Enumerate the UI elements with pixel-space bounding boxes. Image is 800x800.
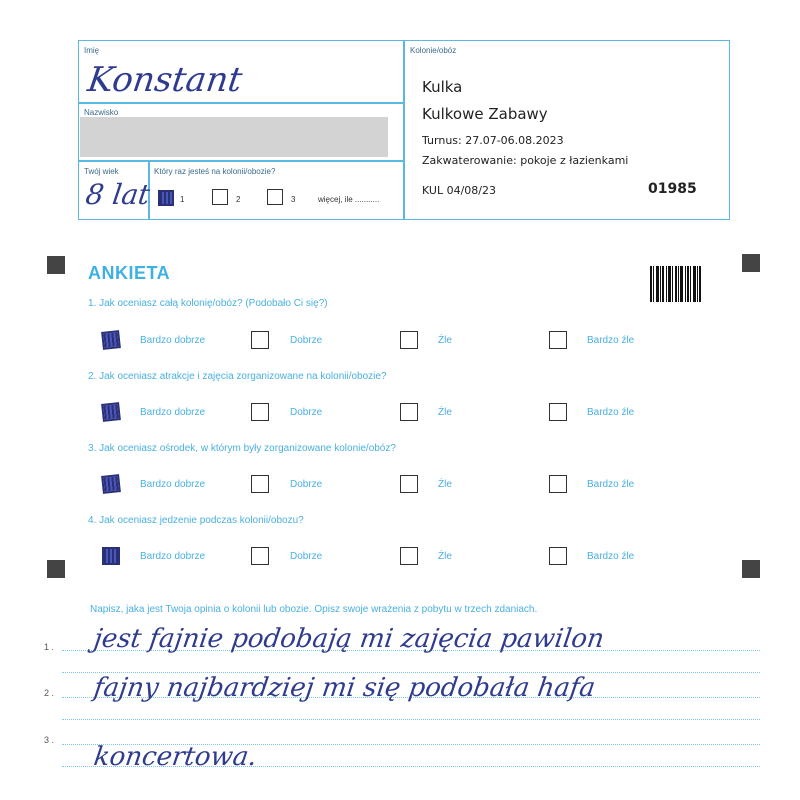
q2-option-bardzo-zle: Bardzo źle (587, 407, 635, 418)
q1-checkbox-dobrze[interactable] (251, 331, 269, 349)
q3-checkbox-bardzo-dobrze[interactable] (101, 474, 121, 494)
visit-option-1: 1 (180, 195, 185, 204)
q4-checkbox-dobrze[interactable] (251, 547, 269, 565)
q1-option-zle: Źle (438, 335, 452, 346)
survey-title: ANKIETA (88, 263, 171, 283)
q4-option-bardzo-zle: Bardzo źle (587, 551, 635, 562)
surname-label: Nazwisko (84, 108, 119, 117)
question-1: 1. Jak oceniasz całą kolonię/obóz? (Podobało Ci się?) (88, 298, 328, 309)
form-number: 01985 (648, 181, 697, 197)
q1-checkbox-zle[interactable] (400, 331, 418, 349)
registration-marker-top-right (742, 254, 760, 272)
q2-checkbox-zle[interactable] (400, 403, 418, 421)
q3-option-dobrze: Dobrze (290, 479, 323, 490)
question-3: 3. Jak oceniasz ośrodek, w którym były zorganizowane kolonie/obóz? (88, 443, 396, 454)
q1-option-bardzo-dobrze: Bardzo dobrze (140, 335, 206, 346)
surname-redacted (80, 117, 388, 157)
q4-checkbox-bardzo-dobrze[interactable] (102, 547, 120, 565)
q4-option-zle: Źle (438, 551, 452, 562)
header-divider (403, 40, 405, 220)
q2-option-bardzo-dobrze: Bardzo dobrze (140, 407, 206, 418)
q1-option-bardzo-zle: Bardzo źle (587, 335, 635, 346)
line-number-1: 1 . (44, 642, 55, 652)
visit-option-more: więcej, ile ........... (318, 195, 380, 204)
visit-label: Który raz jesteś na kolonii/obozie? (154, 167, 276, 176)
q4-checkbox-zle[interactable] (400, 547, 418, 565)
q3-checkbox-dobrze[interactable] (251, 475, 269, 493)
q3-option-bardzo-zle: Bardzo źle (587, 479, 635, 490)
visit-checkbox-2[interactable] (212, 189, 228, 205)
camp-code: KUL 04/08/23 (422, 184, 496, 197)
registration-marker-bottom-left (47, 560, 65, 578)
camp-turnus: Turnus: 27.07-06.08.2023 (422, 134, 564, 147)
q4-checkbox-bardzo-zle[interactable] (549, 547, 567, 565)
camp-program: Kulkowe Zabawy (422, 105, 548, 123)
q2-checkbox-bardzo-zle[interactable] (549, 403, 567, 421)
q3-option-bardzo-dobrze: Bardzo dobrze (140, 479, 206, 490)
q2-option-dobrze: Dobrze (290, 407, 323, 418)
q2-option-zle: Źle (438, 407, 452, 418)
q1-checkbox-bardzo-dobrze[interactable] (101, 330, 121, 350)
q3-checkbox-bardzo-zle[interactable] (549, 475, 567, 493)
registration-marker-top-left (47, 256, 65, 274)
header-row-line-2 (78, 160, 403, 162)
age-label: Twój wiek (84, 167, 119, 176)
question-4: 4. Jak oceniasz jedzenie podczas kolonii/obozu? (88, 515, 304, 526)
q1-option-dobrze: Dobrze (290, 335, 323, 346)
opinion-prompt: Napisz, jaka jest Twoja opinia o kolonii lub obozie. Opisz swoje wrażenia z pobytu w trzech zdaniach. (90, 604, 538, 615)
visit-checkbox-1[interactable] (158, 190, 174, 206)
q4-option-bardzo-dobrze: Bardzo dobrze (140, 551, 206, 562)
name-label: Imię (84, 46, 100, 55)
visit-checkbox-3[interactable] (267, 189, 283, 205)
line-number-2: 2 . (44, 688, 55, 698)
opinion-line-1[interactable]: jest fajnie podobają mi zajęcia pawilon (91, 624, 607, 654)
header-row-line-1 (78, 102, 403, 104)
opinion-line-3[interactable]: koncertowa. (91, 742, 259, 772)
visit-option-3: 3 (291, 195, 296, 204)
q4-option-dobrze: Dobrze (290, 551, 323, 562)
q1-checkbox-bardzo-zle[interactable] (549, 331, 567, 349)
question-2: 2. Jak oceniasz atrakcje i zajęcia zorganizowane na kolonii/obozie? (88, 371, 387, 382)
barcode (650, 266, 710, 302)
q3-checkbox-zle[interactable] (400, 475, 418, 493)
q3-option-zle: Źle (438, 479, 452, 490)
line-number-3: 3 . (44, 735, 55, 745)
camp-accommodation: Zakwaterowanie: pokoje z łazienkami (422, 154, 629, 167)
opinion-line-2[interactable]: fajny najbardziej mi się podobała hafa (91, 673, 598, 703)
visit-option-2: 2 (236, 195, 241, 204)
camp-label: Kolonie/obóz (410, 46, 457, 55)
q2-checkbox-bardzo-dobrze[interactable] (101, 402, 121, 422)
camp-name: Kulka (422, 78, 463, 96)
age-value[interactable]: 8 lat (83, 178, 152, 211)
name-value[interactable]: Konstant (85, 60, 245, 100)
q2-checkbox-dobrze[interactable] (251, 403, 269, 421)
writing-line-2b (62, 719, 760, 720)
registration-marker-bottom-right (742, 560, 760, 578)
